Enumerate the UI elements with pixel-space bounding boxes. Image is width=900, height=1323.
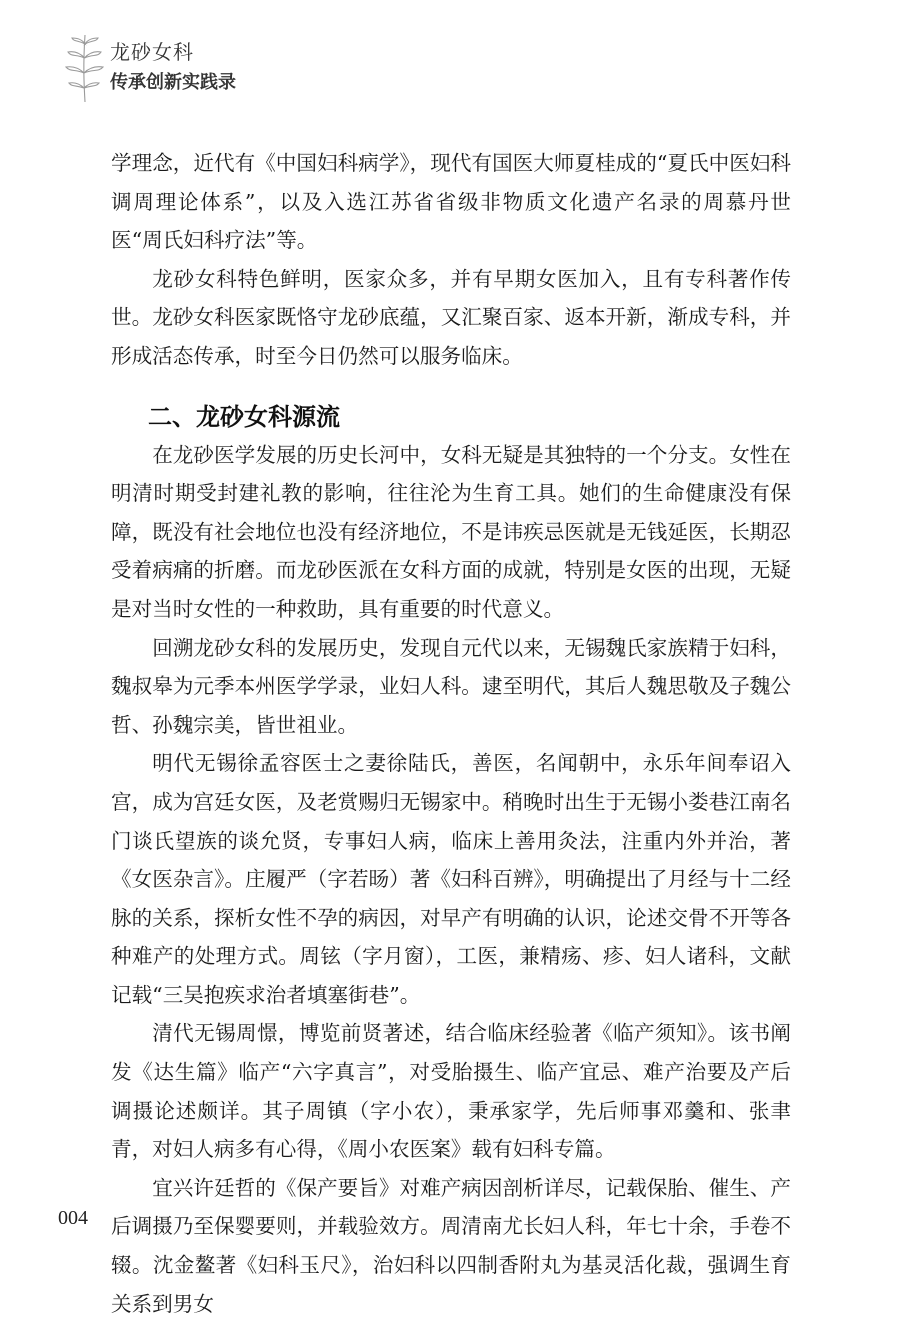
paragraph: 学理念，近代有《中国妇科病学》，现代有国医大师夏桂成的“夏氏中医妇科调周理论体系”，以及入选江苏省省级非物质文化遗产名录的周慕丹世医“周氏妇科疗法”等。: [111, 151, 791, 253]
running-header: [62, 30, 322, 105]
page-number: 004: [58, 1207, 88, 1229]
paragraph: 龙砂女科特色鲜明，医家众多，并有早期女医加入，且有专科著作传世。龙砂女科医家既恪守龙砂底蕴，又汇聚百家、返本开新，渐成专科，并形成活态传承，时至今日仍然可以服务临床。: [111, 266, 791, 368]
paragraph: 清代无锡周憬，博览前贤著述，结合临床经验著《临产须知》。该书阐发《达生篇》临产“六字真言”，对受胎摄生、临产宜忌、难产治要及产后调摄论述颇详。其子周镇（字小农），秉承家学，先后师事邓羹和、张聿青，对妇人病多有心得，《周小农医案》载有妇科专篇。: [111, 1021, 791, 1162]
body-text: [111, 144, 791, 1323]
leaf-sprig-icon: [62, 30, 108, 105]
header-title: 龙砂女科: [110, 40, 194, 64]
paragraph: 宜兴许廷哲的《保产要旨》对难产病因剖析详尽，记载保胎、催生、产后调摄乃至保婴要则，并载验效方。周清南尤长妇人科，年七十余，手卷不辍。沈金鳌著《妇科玉尺》，治妇科以四制香附丸为基灵活化裁，强调生育关系到男女: [111, 1175, 791, 1316]
paragraph: 回溯龙砂女科的发展历史，发现自元代以来，无锡魏氏家族精于妇科，魏叔皋为元季本州医学学录，业妇人科。逮至明代，其后人魏思敬及子魏公哲、孙魏宗美，皆世祖业。: [111, 635, 791, 737]
header-subtitle: 传承创新实践录: [110, 72, 236, 93]
paragraph: 在龙砂医学发展的历史长河中，女科无疑是其独特的一个分支。女性在明清时期受封建礼教的影响，往往沦为生育工具。她们的生命健康没有保障，既没有社会地位也没有经济地位，不是讳疾忌医就是无钱延医，长期忍受着病痛的折磨。而龙砂医派在女科方面的成就，特别是女医的出现，无疑是对当时女性的一种救助，具有重要的时代意义。: [111, 442, 791, 621]
paragraph: 明代无锡徐孟容医士之妻徐陆氏，善医，名闻朝中，永乐年间奉诏入宫，成为宫廷女医，及老赏赐归无锡家中。稍晚时出生于无锡小娄巷江南名门谈氏望族的谈允贤，专事妇人病，临床上善用灸法，注重内外并治，著《女医杂言》。庄履严（字若旸）著《妇科百辨》，明确提出了月经与十二经脉的关系，探析女性不孕的病因，对早产有明确的认识，论述交骨不开等各种难产的处理方式。周铉（字月窗），工医，兼精疡、疹、妇人诸科，文献记载“三吴抱疾求治者填塞街巷”。: [111, 751, 791, 1007]
section-heading: 二、龙砂女科源流: [148, 402, 340, 431]
